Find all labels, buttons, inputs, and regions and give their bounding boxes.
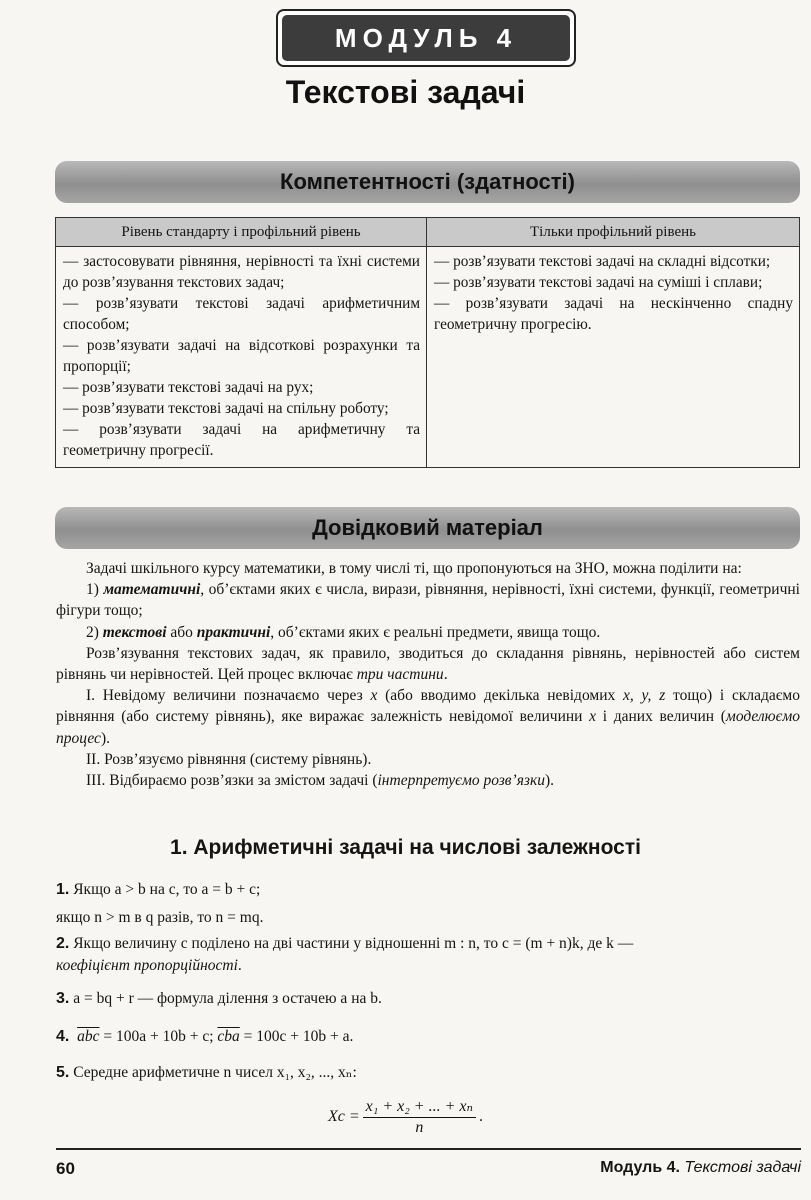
rule-4: 4. $\overline{abc} = 100a + 10b + c$; $\overline{cba} = 100c + 10b + a$.: [56, 1028, 354, 1045]
competences-heading: Компетентності (здатності): [280, 169, 575, 194]
page-number: 60: [56, 1159, 75, 1178]
paragraph: I. Невідому величини позначаємо через x (або вводимо декілька невідомих x, y, z тощо) і складаємо рівняння (або систему рівнянь), яке виражає залежність невідомої величини x і даних величин (моделюємо процес).: [56, 687, 800, 747]
reference-heading: Довідковий матеріал: [312, 515, 543, 540]
table-row: [56, 247, 800, 468]
paragraph: III. Відбираємо розв’язки за змістом задачі (інтерпретуємо розв’язки).: [86, 772, 554, 790]
reference-heading-bar: [55, 507, 800, 549]
module-label: МОДУЛЬ 4: [282, 15, 570, 61]
reference-text: [56, 558, 800, 791]
paragraph: 1) математичні, об’єктами яких є числа, вирази, рівняння, нерівності, їхні системи, функції, геометричні фігури тощо;: [56, 581, 800, 620]
col2-cell: [427, 247, 800, 468]
table-header-row: [56, 218, 800, 247]
list-item: — розв’язувати задачі на арифметичну та геометричну прогресії.: [63, 421, 420, 459]
rule-1: 1. Якщо a > b на c, то a = b + c; якщо n > m в q разів, то n = mq.: [56, 881, 264, 926]
col2-header: Тільки профільний рівень: [427, 218, 800, 247]
page-title: Текстові задачі: [285, 74, 526, 110]
footer-module-title: Модуль 4. Текстові задачі: [600, 1159, 801, 1176]
list-item: — розв’язувати задачі на відсоткові розрахунки та пропорції;: [63, 337, 420, 375]
competence-table: [55, 217, 800, 468]
section1-title: 1. Арифметичні задачі на числові залежності: [170, 836, 641, 859]
rule-2: 2. Якщо величину c поділено на дві частини у відношенні m : n, то c = (m + n)k, де k — коефіцієнт пропорційності.: [56, 935, 634, 974]
module-badge: [276, 9, 576, 67]
mean-formula: Xс = $\frac{\text{x₁ + x₂ + ... + xₙ}}{n}$ .: [328, 1098, 483, 1136]
list-item: — розв’язувати текстові задачі на суміші і сплави;: [434, 274, 763, 291]
footer-divider: [56, 1148, 801, 1150]
list-item: — розв’язувати задачі на нескінченно спадну геометричну прогресію.: [434, 295, 793, 333]
list-item: — розв’язувати текстові задачі арифметичним способом;: [63, 295, 420, 333]
paragraph: Задачі шкільного курсу математики, в тому числі ті, що пропонуються на ЗНО, можна поділити на:: [86, 560, 742, 577]
rule-5: 5. Середне арифметичне n чисел x₁, x₂, ..., xₙ:: [56, 1064, 357, 1081]
list-item: — розв’язувати текстові задачі на складні відсотки;: [434, 253, 771, 270]
competences-heading-bar: [55, 161, 800, 203]
rule-3: 3. a = bq + r — формула ділення з остачею a на b.: [56, 990, 382, 1007]
paragraph: 2) текстові або практичні, об’єктами яких є реальні предмети, явища тощо.: [86, 623, 601, 641]
col1-cell: [56, 247, 427, 468]
list-item: — розв’язувати текстові задачі на рух;: [63, 379, 314, 396]
list-item: — застосовувати рівняння, нерівності та їхні системи до розв’язування текстових задач;: [63, 253, 420, 291]
list-item: — розв’язувати текстові задачі на спільну роботу;: [63, 400, 389, 417]
col1-header: Рівень стандарту і профільний рівень: [56, 218, 427, 247]
paragraph: Розв’язування текстових задач, як правило, зводиться до складання рівнянь, нерівностей або систем рівнянь чи нерівностей. Цей процес включає три частини.: [56, 644, 800, 684]
paragraph: II. Розв’язуємо рівняння (систему рівнянь).: [86, 750, 372, 768]
